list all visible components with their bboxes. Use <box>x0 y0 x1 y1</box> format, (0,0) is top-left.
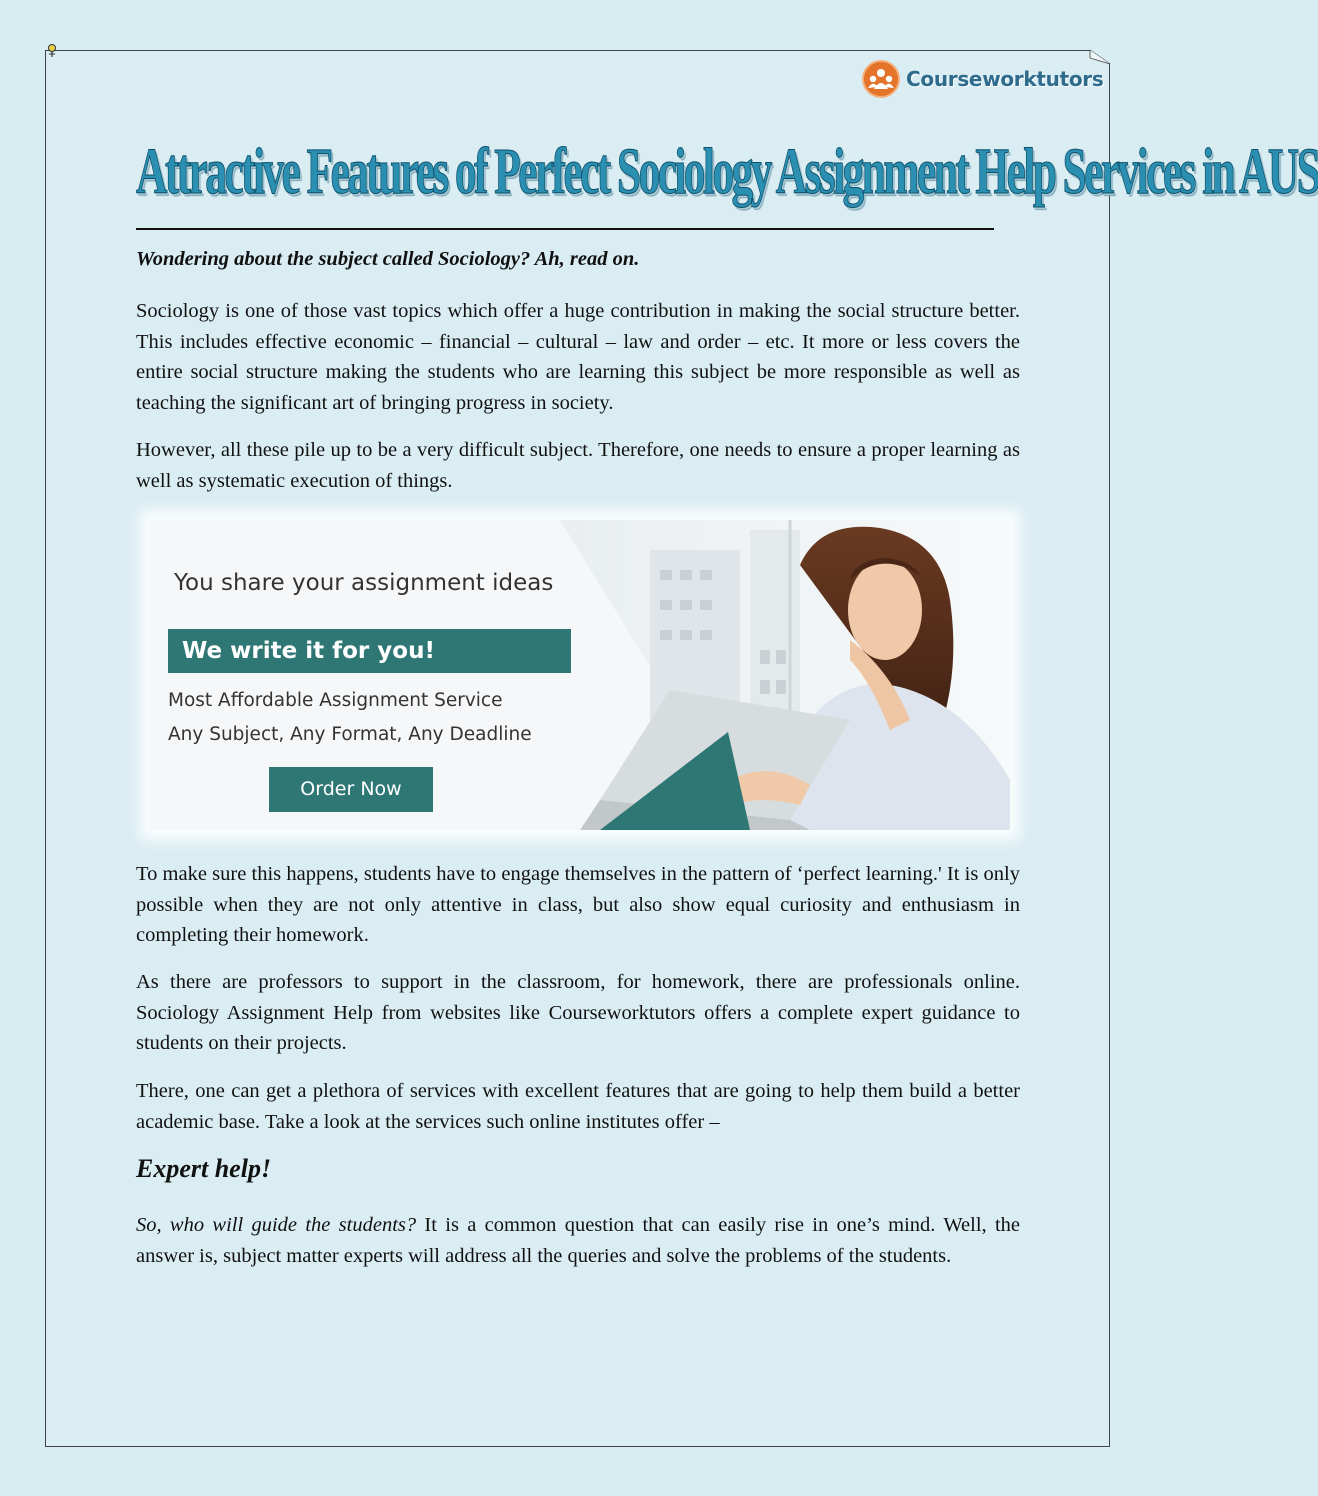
banner-headline: You share your assignment ideas <box>174 570 554 596</box>
paragraph-professionals: As there are professors to support in the classroom, for homework, there are professionals online. Sociology Assignment Help from websites like Courseworktutors offers a complete expert guidance to students on their projects. <box>136 971 1020 1054</box>
promo-banner[interactable] <box>150 520 1010 830</box>
paragraph-perfect-learning: To make sure this happens, students have to engage themselves in the pattern of ‘perfect learning.' It is only possible when they are not only attentive in class, but also show equal curiosity and enthusiasm in completing their homework. <box>136 863 1020 946</box>
paragraph-expert-help <box>136 1210 1020 1271</box>
lead-sentence: Wondering about the subject called Sociology? Ah, read on. <box>136 248 640 270</box>
banner-tagline: We write it for you! <box>168 629 571 673</box>
brand-name: Courseworktutors <box>906 67 1104 91</box>
section-heading-expert-help: Expert help! <box>136 1154 272 1183</box>
question-text: So, who will guide the students? <box>136 1214 417 1236</box>
people-icon <box>862 60 900 98</box>
order-now-button[interactable]: Order Now <box>269 767 433 812</box>
paragraph-services: There, one can get a plethora of services with excellent features that are going to help them build a better academic base. Take a look at the services such online institutes offer – <box>136 1080 1020 1133</box>
paragraph-difficulty: However, all these pile up to be a very difficult subject. Therefore, one needs to ensure a proper learning as well as systematic execution of things. <box>136 439 1020 492</box>
paragraph-intro: Sociology is one of those vast topics which offer a huge contribution in making the social structure better. This includes effective economic – financial – cultural – law and order – etc. It more or less covers the entire social structure making the students who are learning this subject be more responsible as well as teaching the significant art of bringing progress in society. <box>136 300 1020 414</box>
title-underline <box>136 228 994 230</box>
answer-text: It is a common question that can easily rise in one’s mind. Well, the answer is, subject matter experts will address all the queries and solve the problems of the students. <box>136 1214 1020 1267</box>
brand-logo[interactable] <box>862 58 1103 100</box>
banner-feature-1: Most Affordable Assignment Service <box>168 690 503 711</box>
pin-icon <box>47 44 57 58</box>
page-title: Attractive Features of Perfect Sociology Assignment Help Services in AUS <box>136 135 1318 208</box>
banner-feature-2: Any Subject, Any Format, Any Deadline <box>168 724 532 745</box>
